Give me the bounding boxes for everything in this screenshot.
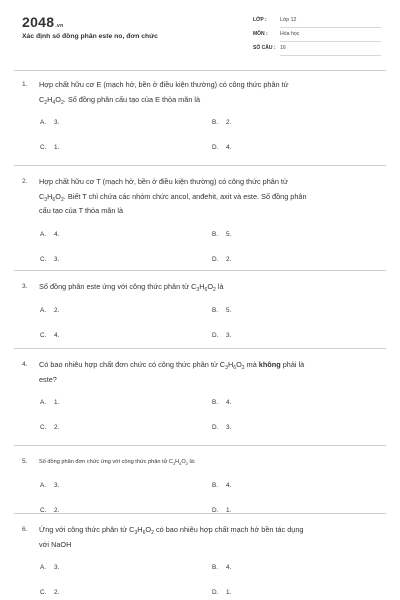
answer-option-a[interactable] xyxy=(40,482,59,489)
option-letter: B. xyxy=(212,399,219,406)
option-letter: C. xyxy=(40,589,47,596)
option-value: 2. xyxy=(226,255,232,263)
option-letter: B. xyxy=(212,306,219,314)
option-letter: A. xyxy=(40,481,47,489)
option-letter: D. xyxy=(212,144,219,151)
option-value: 2. xyxy=(54,589,60,596)
option-value: 2. xyxy=(226,119,232,126)
answer-option-c[interactable] xyxy=(40,256,59,263)
question-divider xyxy=(14,270,386,271)
meta-count-label: SỐ CÂU : xyxy=(253,45,276,51)
option-value: 3. xyxy=(226,424,232,431)
option-value: 4. xyxy=(54,331,60,339)
option-value: 4. xyxy=(226,564,232,571)
question-text: Ứng với công thức phân tử $C_3H_6O_2$ có bao nhiêu hợp chất mạch hở bền tác dụng với NaOH xyxy=(39,525,304,549)
question-text: Hợp chất hữu cơ E (mạch hở, bền ở điều kiện thường) có công thức phân tử $C_2H_4O_2$. Số đồng phân cấu tạo của E thỏa mãn là xyxy=(39,80,289,106)
meta-subject-value: Hóa học xyxy=(280,31,300,37)
option-letter: A. xyxy=(40,119,47,126)
answer-option-a[interactable] xyxy=(40,119,59,126)
question-divider xyxy=(14,165,386,166)
question-text: Số đồng phân đơn chức ứng với công thức phân tử $C_3H_6O_2$ là: xyxy=(39,459,196,466)
answer-option-d[interactable] xyxy=(212,144,231,151)
option-value: 3. xyxy=(54,255,60,263)
answer-option-c[interactable] xyxy=(40,332,59,339)
option-letter: A. xyxy=(40,399,47,406)
option-value: 4. xyxy=(226,399,232,406)
option-letter: D. xyxy=(212,331,219,339)
answer-option-a[interactable] xyxy=(40,231,59,238)
meta-count xyxy=(253,44,381,57)
option-letter: C. xyxy=(40,424,47,431)
option-value: 1. xyxy=(226,506,232,514)
option-value: 1. xyxy=(226,589,232,596)
question-number: 5. xyxy=(22,458,28,465)
option-letter: B. xyxy=(212,564,219,571)
option-letter: B. xyxy=(212,230,219,238)
question-divider xyxy=(14,348,386,349)
site-logo[interactable]: 2048.vn xyxy=(22,14,64,30)
answer-option-b[interactable] xyxy=(212,482,231,489)
question-text: Có bao nhiêu hợp chất đơn chức có công thức phân tử $C_3H_6O_2$ mà không phải là este? xyxy=(39,360,305,384)
option-value: 2. xyxy=(54,424,60,431)
option-letter: A. xyxy=(40,564,47,571)
answer-option-c[interactable] xyxy=(40,144,59,151)
question-number: 2. xyxy=(22,178,28,185)
option-value: 3. xyxy=(226,331,232,339)
option-letter: C. xyxy=(40,331,47,339)
answer-option-d[interactable] xyxy=(212,589,231,596)
option-letter: B. xyxy=(212,481,219,489)
question-number: 3. xyxy=(22,283,28,290)
option-value: 3. xyxy=(54,481,60,489)
question-number: 4. xyxy=(22,361,28,368)
question-divider xyxy=(14,445,386,446)
meta-count-value: 16 xyxy=(280,45,286,51)
question-text: Số đồng phân este ứng với công thức phân tử $C_3H_6O_2$ là xyxy=(39,282,224,293)
option-letter: D. xyxy=(212,255,219,263)
header-divider xyxy=(14,70,386,71)
meta-class xyxy=(253,16,381,29)
option-letter: C. xyxy=(40,255,47,263)
option-letter: D. xyxy=(212,506,219,514)
answer-option-a[interactable] xyxy=(40,399,59,406)
page-title: Xác định số đồng phân este no, đơn chức xyxy=(22,33,158,40)
option-letter: C. xyxy=(40,506,47,514)
option-value: 1. xyxy=(54,144,60,151)
question-text: Hợp chất hữu cơ T (mạch hở, bền ở điều kiện thường) có công thức phân tử $C_3H_6O_2$. Biết T chỉ chứa các nhóm chức ancol, anđehit, axit và este. Số đồng phân cấu tạo của T thỏa mãn là xyxy=(39,177,307,215)
option-value: 5. xyxy=(226,230,232,238)
option-value: 2. xyxy=(54,506,60,514)
option-value: 2. xyxy=(54,306,60,314)
answer-option-d[interactable] xyxy=(212,424,231,431)
answer-option-b[interactable] xyxy=(212,564,231,571)
meta-class-value: Lớp 12 xyxy=(280,17,297,23)
option-letter: A. xyxy=(40,306,47,314)
option-value: 1. xyxy=(54,399,60,406)
answer-option-b[interactable] xyxy=(212,399,231,406)
option-value: 4. xyxy=(226,144,232,151)
option-value: 3. xyxy=(54,119,60,126)
option-letter: A. xyxy=(40,230,47,238)
option-letter: B. xyxy=(212,119,219,126)
answer-option-c[interactable] xyxy=(40,424,59,431)
meta-subject xyxy=(253,30,381,43)
meta-subject-label: MÔN : xyxy=(253,31,268,37)
answer-option-d[interactable] xyxy=(212,332,231,339)
option-value: 5. xyxy=(226,306,232,314)
option-value: 4. xyxy=(226,481,232,489)
worksheet-header xyxy=(0,0,400,62)
option-letter: C. xyxy=(40,144,47,151)
answer-option-a[interactable] xyxy=(40,307,59,314)
question-divider xyxy=(14,513,386,514)
option-letter: D. xyxy=(212,589,219,596)
meta-class-label: LỚP : xyxy=(253,17,267,23)
option-letter: D. xyxy=(212,424,219,431)
answer-option-b[interactable] xyxy=(212,307,231,314)
option-value: 3. xyxy=(54,564,60,571)
question-number: 6. xyxy=(22,526,28,533)
answer-option-b[interactable] xyxy=(212,231,231,238)
answer-option-c[interactable] xyxy=(40,589,59,596)
answer-option-a[interactable] xyxy=(40,564,59,571)
option-value: 4. xyxy=(54,230,60,238)
answer-option-b[interactable] xyxy=(212,119,231,126)
answer-option-d[interactable] xyxy=(212,256,231,263)
question-number: 1. xyxy=(22,81,28,88)
